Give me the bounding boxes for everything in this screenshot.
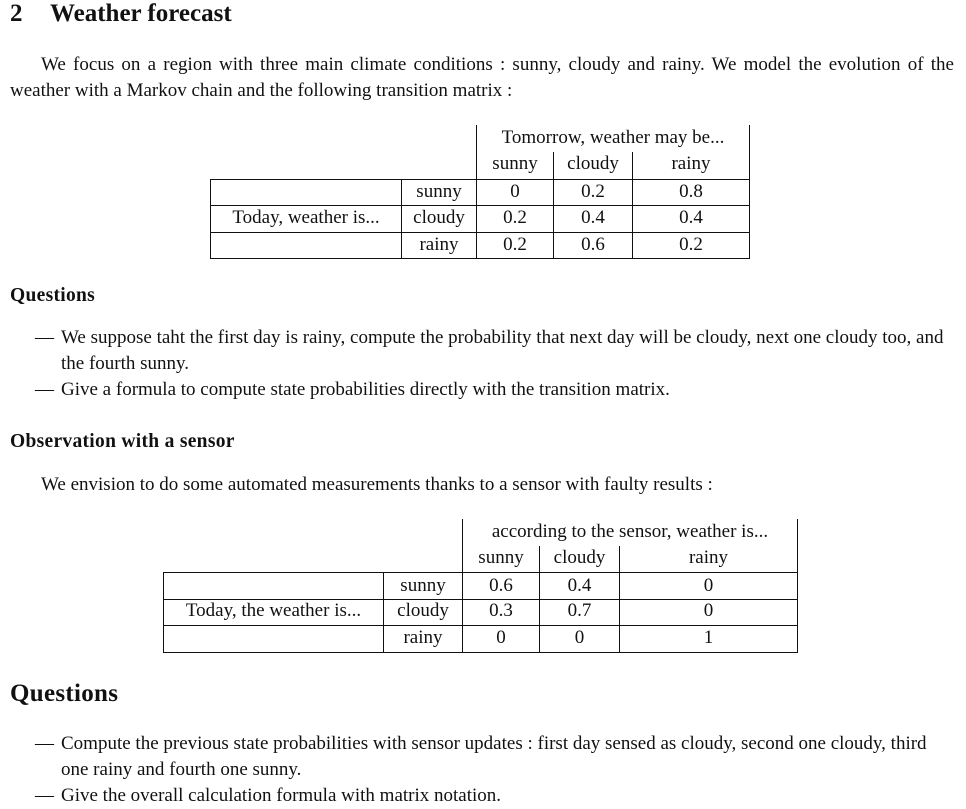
transition-col-sunny: sunny	[492, 153, 538, 174]
dash-marker: —	[35, 379, 54, 400]
transition-row-rainy: rainy	[419, 234, 459, 255]
sensor-row-cloudy: cloudy	[397, 600, 449, 621]
sensor-col-rainy: rainy	[688, 547, 729, 568]
transition-cell: 0.2	[581, 181, 605, 202]
intro-paragraph: We focus on a region with three main climate conditions : sunny, cloudy and rainy. We model the evolution of the weather with a Markov chain and the following transition matrix :	[10, 54, 954, 101]
dash-marker: —	[35, 785, 54, 806]
transition-cell: 0.4	[581, 207, 605, 228]
section-number: 2	[10, 0, 23, 27]
sensor-cell: 0	[496, 627, 506, 648]
sensor-col-group-header: according to the sensor, weather is...	[491, 521, 769, 542]
sensor-col-cloudy: cloudy	[553, 547, 606, 568]
sensor-cell: 0	[703, 600, 714, 621]
transition-cell: 0.8	[679, 181, 703, 202]
sensor-row-sunny: sunny	[400, 575, 446, 596]
transition-col-rainy: rainy	[671, 153, 711, 174]
sensor-col-sunny: sunny	[478, 547, 524, 568]
transition-row-group-header: Today, weather is...	[232, 207, 380, 228]
transition-cell: 0.2	[679, 234, 703, 255]
question-text: We suppose taht the first day is rainy, compute the probability that next day will be cloudy, next one cloudy too, and the fourth sunny.	[61, 327, 944, 374]
sensor-cell: 0	[574, 627, 585, 648]
sensor-row-rainy: rainy	[403, 627, 443, 648]
transition-cell: 0.2	[503, 207, 527, 228]
sensor-cell: 0.3	[489, 600, 513, 621]
sensor-cell: 0	[703, 575, 714, 596]
question-item	[10, 731, 952, 783]
sensor-intro: We envision to do some automated measurements thanks to a sensor with faulty results :	[41, 474, 713, 495]
sensor-heading: Observation with a sensor	[10, 431, 235, 452]
question-text: Give the overall calculation formula with matrix notation.	[61, 785, 502, 806]
transition-cell: 0.6	[581, 234, 605, 255]
question-item	[10, 783, 952, 809]
sensor-row-group-header: Today, the weather is...	[185, 600, 362, 621]
transition-col-cloudy: cloudy	[567, 153, 619, 174]
sensor-cell: 0.7	[567, 600, 592, 621]
questions-heading: Questions	[10, 285, 96, 306]
questions-list-2	[10, 731, 952, 809]
dash-marker: —	[35, 327, 54, 348]
transition-row-cloudy: cloudy	[413, 207, 465, 228]
section-title-text: Weather forecast	[50, 0, 232, 27]
question-text: Give a formula to compute state probabilities directly with the transition matrix.	[61, 379, 670, 400]
sensor-cell: 1	[703, 627, 714, 648]
transition-cell: 0.2	[503, 234, 527, 255]
question-text: Compute the previous state probabilities with sensor updates : first day sensed as cloudy, second one cloudy, third one rainy and fourth one sunny.	[61, 733, 927, 780]
sensor-cell: 0.6	[489, 575, 513, 596]
transition-col-group-header: Tomorrow, weather may be...	[501, 127, 725, 148]
transition-cell: 0.4	[679, 207, 703, 228]
questions-heading-2: Questions	[10, 680, 119, 707]
sensor-cell: 0.4	[567, 575, 592, 596]
transition-cell: 0	[510, 181, 520, 202]
dash-marker: —	[35, 733, 54, 754]
transition-row-sunny: sunny	[416, 181, 462, 202]
